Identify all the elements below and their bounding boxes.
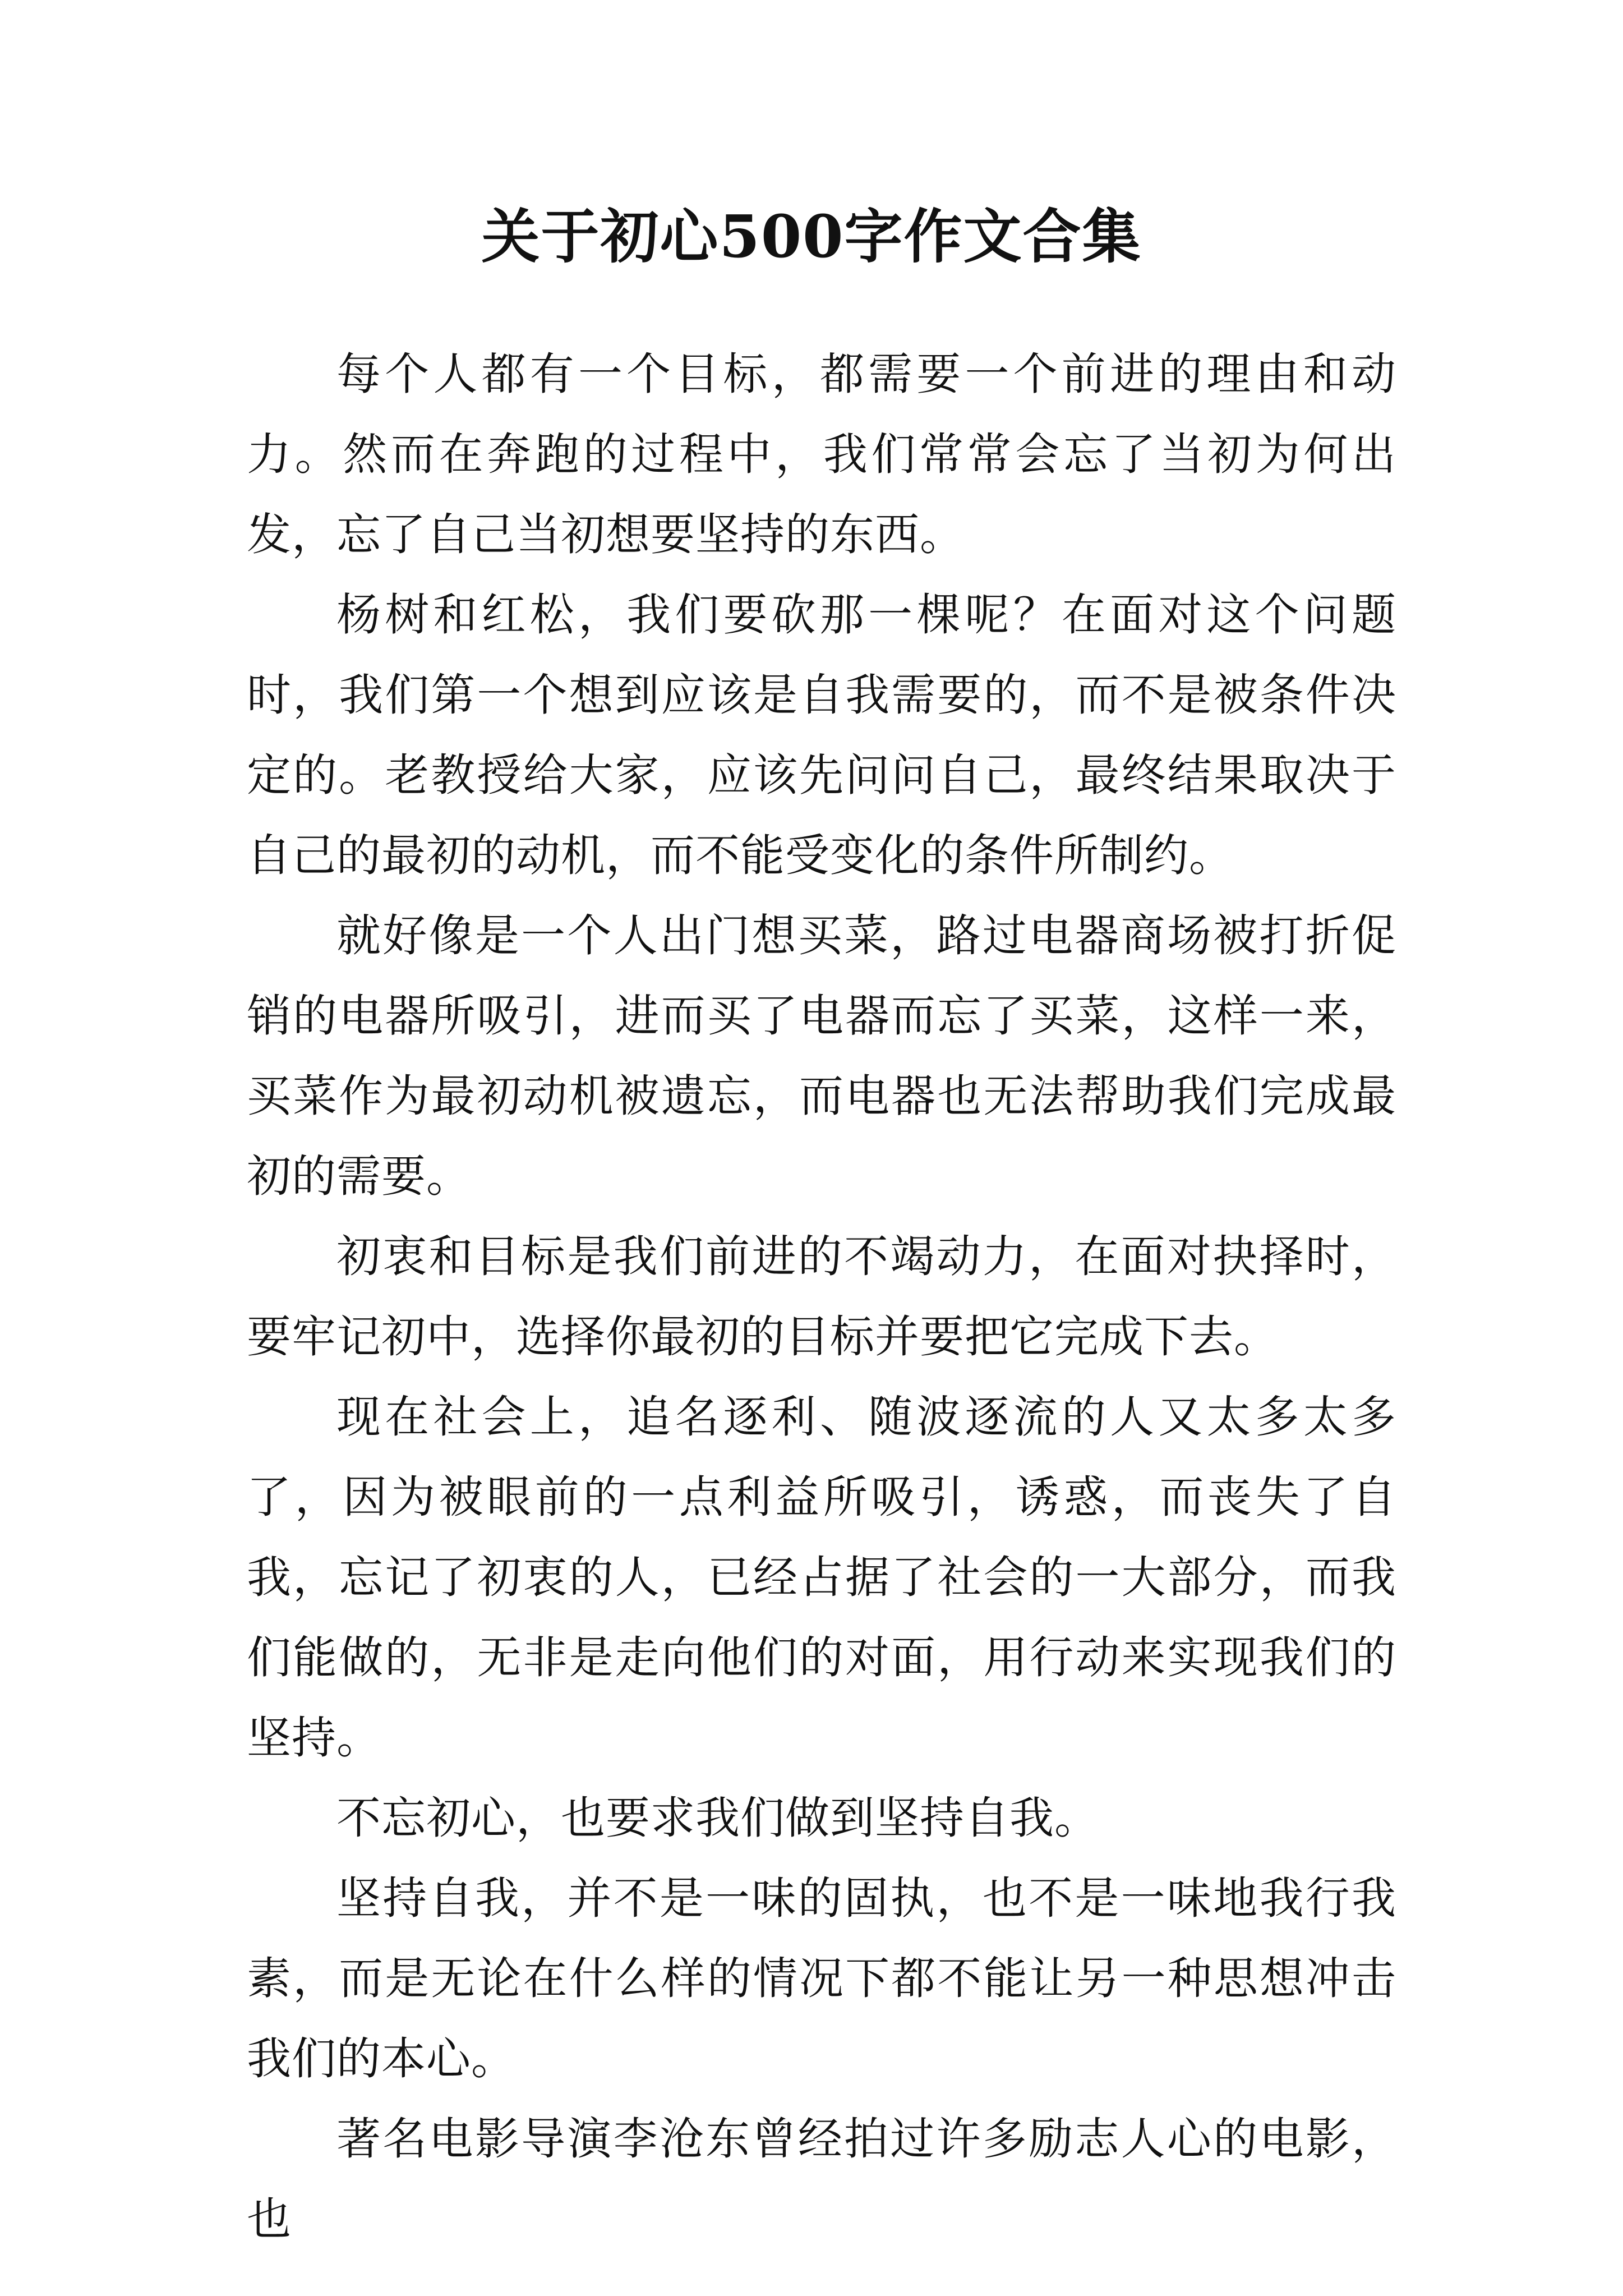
paragraph: 著名电影导演李沧东曾经拍过许多励志人心的电影，也 [247,2113,1396,2245]
paragraph: 坚持自我，并不是一味的固执，也不是一味地我行我素，而是无论在什么样的情况下都不能让另一种思想冲击我们的本心。 [247,1872,1396,2085]
paragraph: 就好像是一个人出门想买菜，路过电器商场被打折促销的电器所吸引，进而买了电器而忘了买菜，这样一来，买菜作为最初动机被遗忘，而电器也无法帮助我们完成最初的需要。 [247,910,1396,1202]
paragraph: 现在社会上，追名逐利、随波逐流的人又太多太多了，因为被眼前的一点利益所吸引，诱惑，而丧失了自我，忘记了初衷的人，已经占据了社会的一大部分，而我们能做的，无非是走向他们的对面，用行动来实现我们的坚持。 [247,1391,1396,1764]
paragraph: 杨树和红松，我们要砍那一棵呢？在面对这个问题时，我们第一个想到应该是自我需要的，而不是被条件决定的。老教授给大家，应该先问问自己，最终结果取决于自己的最初的动机，而不能受变化的条件所制约。 [247,589,1396,881]
document-title: 关于初心500字作文合集 [481,202,1142,271]
paragraph: 不忘初心，也要求我们做到坚持自我。 [336,1792,1099,1844]
document-body [247,334,1396,2260]
paragraph: 初衷和目标是我们前进的不竭动力，在面对抉择时，要牢记初中，选择你最初的目标并要把它完成下去。 [247,1231,1396,1363]
paragraph: 每个人都有一个目标，都需要一个前进的理由和动力。然而在奔跑的过程中，我们常常会忘了当初为何出发，忘了自己当初想要坚持的东西。 [247,348,1396,560]
